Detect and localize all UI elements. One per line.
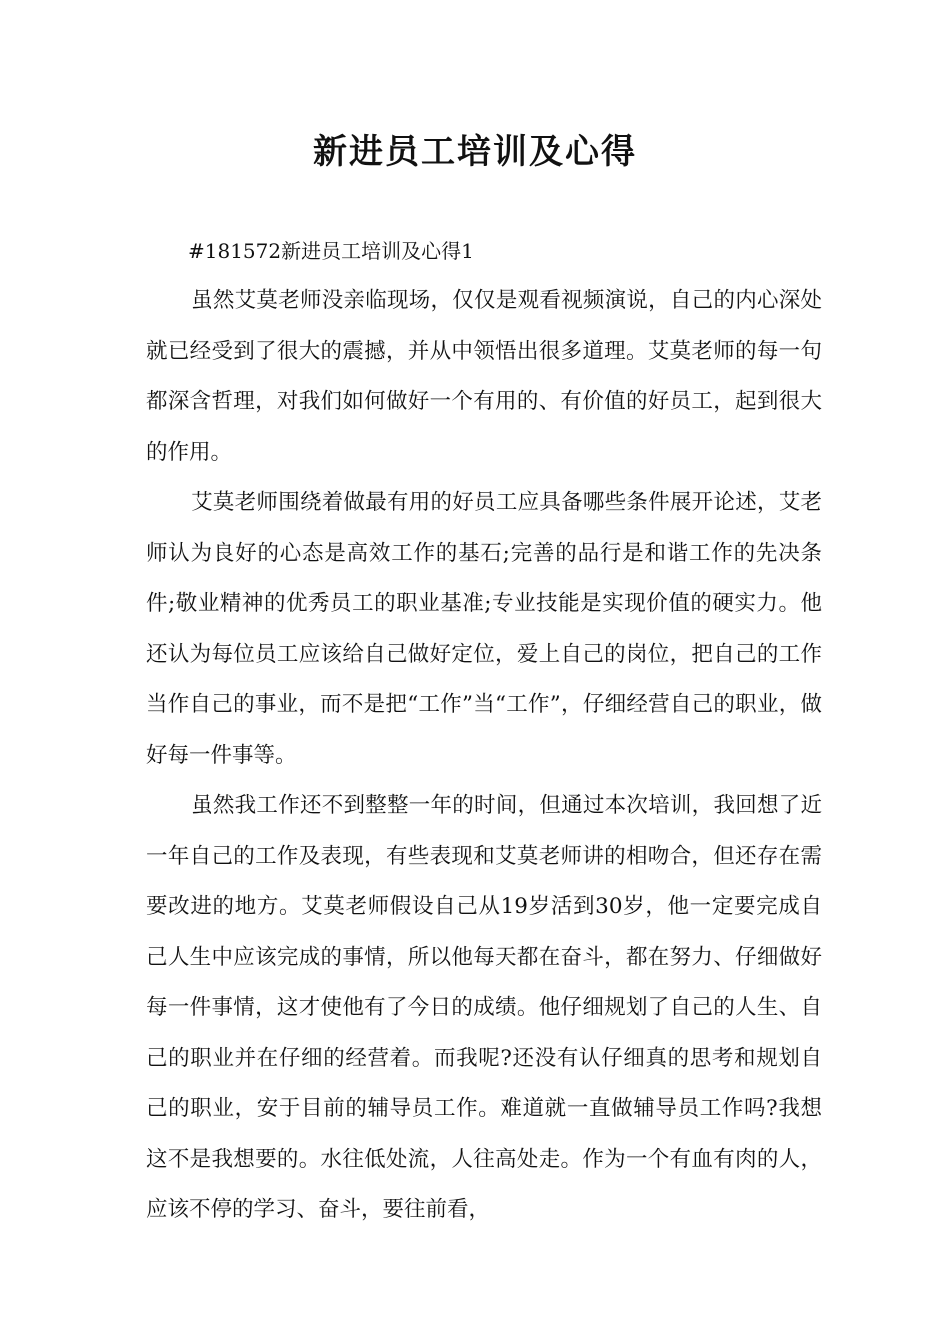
document-title: 新进员工培训及心得 (313, 132, 637, 172)
paragraph-1: 虽然艾莫老师没亲临现场，仅仅是观看视频演说，自己的内心深处就已经受到了很大的震撼，并从中领悟出很多道理。艾莫老师的每一句都深含哲理，对我们如何做好一个有用的、有价值的好员工，起到很大的作用。 (146, 288, 822, 465)
section-subheading: #181572新进员工培训及心得1 (188, 239, 474, 263)
document-body (146, 226, 822, 1236)
paragraph-2: 艾莫老师围绕着做最有用的好员工应具备哪些条件展开论述，艾老师认为良好的心态是高效工作的基石;完善的品行是和谐工作的先决条件;敬业精神的优秀员工的职业基准;专业技能是实现价值的硬实力。他还认为每位员工应该给自己做好定位，爱上自己的岗位，把自己的工作当作自己的事业，而不是把“工作”当“工作”，仔细经营自己的职业，做好每一件事等。 (146, 490, 822, 768)
paragraph-3: 虽然我工作还不到整整一年的时间，但通过本次培训，我回想了近一年自己的工作及表现，有些表现和艾莫老师讲的相吻合，但还存在需要改进的地方。艾莫老师假设自己从19岁活到30岁，他一定要完成自己人生中应该完成的事情，所以他每天都在奋斗，都在努力、仔细做好每一件事情，这才使他有了今日的成绩。他仔细规划了自己的人生、自己的职业并在仔细的经营着。而我呢?还没有认仔细真的思考和规划自己的职业，安于目前的辅导员工作。难道就一直做辅导员工作吗?我想这不是我想要的。水往低处流，人往高处走。作为一个有血有肉的人，应该不停的学习、奋斗，要往前看， (146, 793, 822, 1222)
